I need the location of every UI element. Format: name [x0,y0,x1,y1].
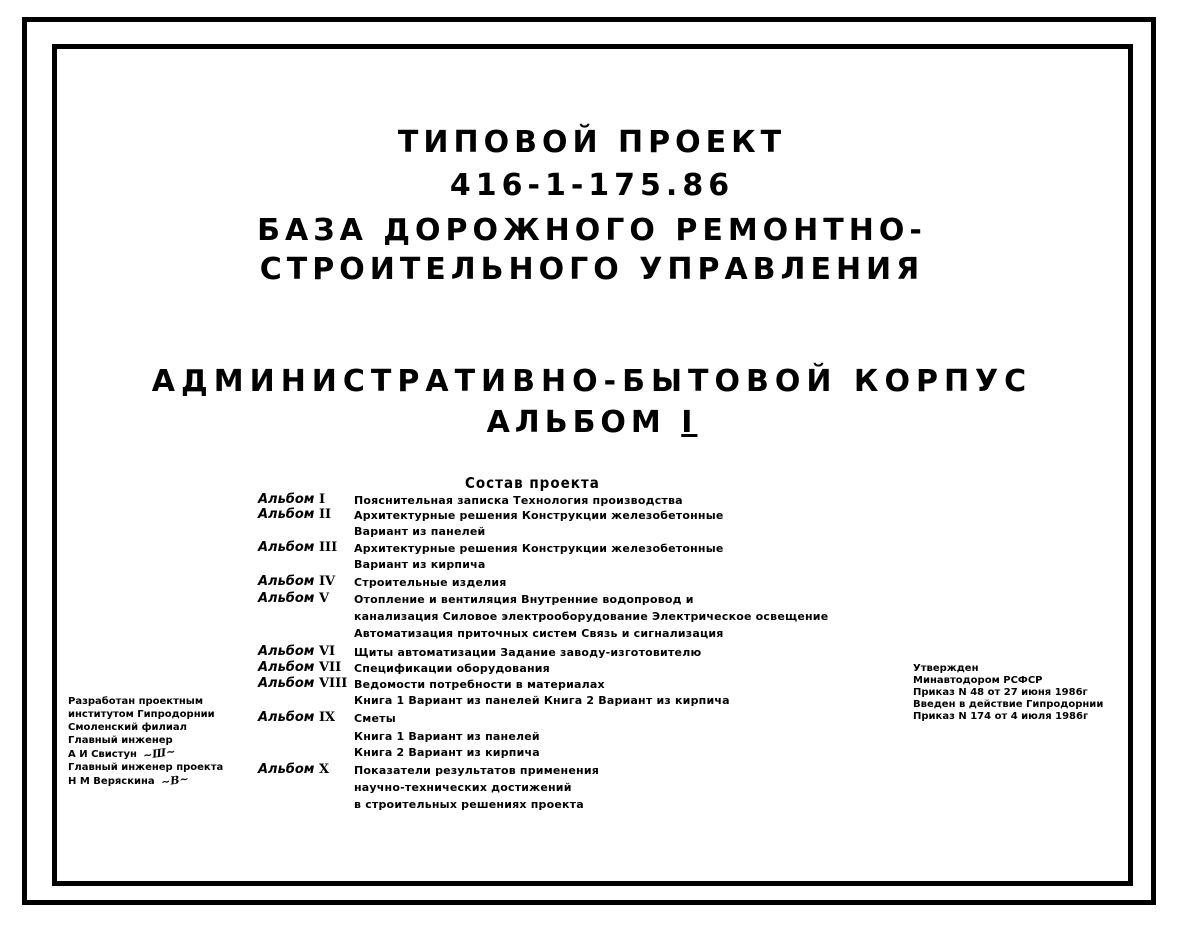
album-line: Сметы [354,712,396,725]
album-line: в строительных решениях проекта [354,798,584,811]
signature-mark: ~В~ [159,772,190,789]
album-label: Альбом II [258,507,332,522]
title-album [0,405,1184,440]
album-line: Отопление и вентиляция Внутренние водопровод и [354,593,694,606]
album-line: Автоматизация приточных систем Связь и сигнализация [354,627,724,640]
album-line: канализация Силовое электрооборудование Электрическое освещение [354,610,829,623]
title-building: АДМИНИСТРАТИВНО-БЫТОВОЙ КОРПУС [151,364,1033,399]
album-line: Архитектурные решения Конструкции железобетонные [354,542,724,555]
approval-line: Приказ N 174 от 4 июля 1986г [913,711,1089,722]
album-label: Альбом X [258,762,330,777]
developer-line: Н М Веряскина ~В~ [68,772,190,789]
approval-line: Минавтодором РСФСР [913,675,1043,686]
signature-mark: ~Ш~ [142,744,177,763]
album-line: Вариант из кирпича [354,558,486,571]
title-album-roman: I [681,405,698,440]
album-line: Вариант из панелей [354,525,486,538]
developer-line: Главный инженер [68,735,173,746]
developer-line: Главный инженер проекта [68,762,224,773]
developer-block [68,695,223,788]
developer-line: А И Свистун ~Ш~ [68,744,177,763]
composition-heading: Состав проекта [465,474,600,492]
title-typical-project: ТИПОВОЙ ПРОЕКТ [397,125,787,160]
approval-line: Утвержден [913,663,979,674]
album-label: Альбом V [258,591,330,606]
title-album-label: АЛЬБОМ [486,405,666,440]
developer-line: Смоленский филиал [68,722,187,733]
album-line: Книга 1 Вариант из панелей Книга 2 Вариант из кирпича [354,694,730,707]
title-base-line2: СТРОИТЕЛЬНОГО УПРАВЛЕНИЯ [259,252,925,287]
album-line: Ведомости потребности в материалах [354,678,605,691]
developer-line: Разработан проектным [68,696,204,707]
album-line: Спецификации оборудования [354,662,550,675]
approval-line: Приказ N 48 от 27 июня 1986г [913,687,1088,698]
album-label: Альбом VII [258,660,342,675]
developer-line: институтом Гипродорнии [68,709,215,720]
approval-block [913,663,1103,723]
album-label: Альбом III [258,540,338,555]
album-label: Альбом VI [258,644,336,659]
title-project-number: 416-1-175.86 [449,168,735,203]
album-label: Альбом IV [258,574,336,589]
approval-line: Введен в действие Гипродорнии [913,699,1104,710]
album-line: научно-технических достижений [354,781,572,794]
title-base-line1: БАЗА ДОРОЖНОГО РЕМОНТНО- [257,213,927,248]
album-line: Книга 2 Вариант из кирпича [354,746,540,759]
album-label: Альбом VIII [258,676,348,691]
album-line: Книга 1 Вариант из панелей [354,730,540,743]
album-line: Пояснительная записка Технология производства [354,494,683,507]
album-label: Альбом I [258,492,326,507]
album-line: Щиты автоматизации Задание заводу-изготовителю [354,646,702,659]
album-label: Альбом IX [258,710,336,725]
album-line: Показатели результатов применения [354,764,599,777]
album-line: Строительные изделия [354,576,507,589]
album-line: Архитектурные решения Конструкции железобетонные [354,509,724,522]
